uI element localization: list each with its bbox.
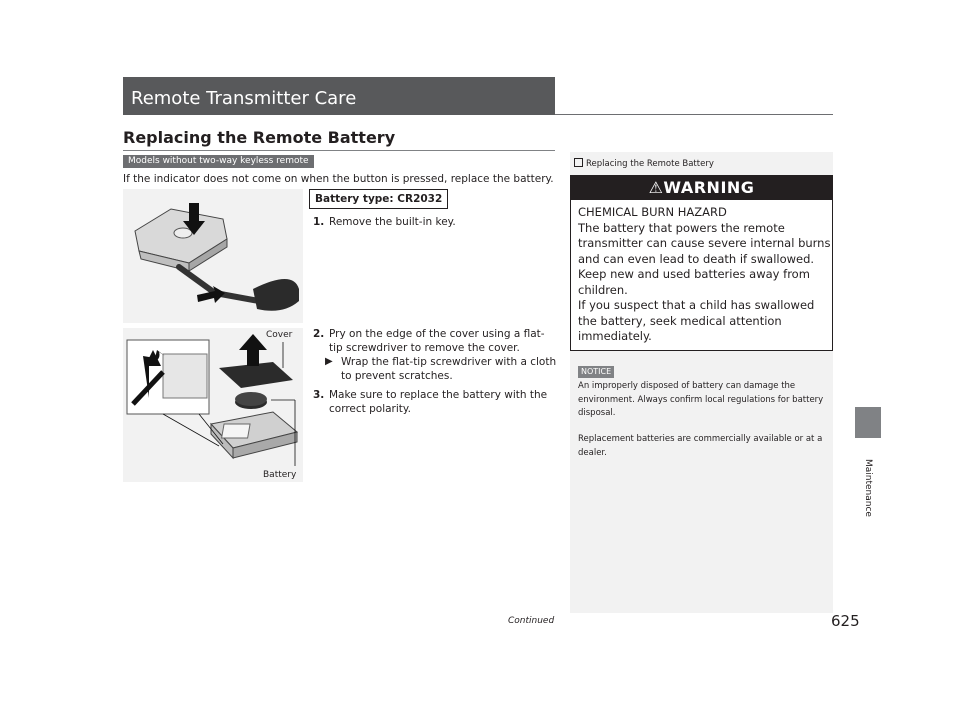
figure-key-removal	[123, 189, 303, 323]
step-2	[313, 327, 557, 383]
section-title: Remote Transmitter Care	[131, 88, 357, 109]
replacement-text: Replacement batteries are commercially available or at a dealer.	[578, 434, 823, 458]
figure-cover-removal	[123, 328, 303, 482]
cover-label: Cover	[266, 330, 293, 340]
continued-label: Continued	[508, 616, 555, 626]
step-text: Pry on the edge of the cover using a flat-tip screwdriver to remove the cover.	[329, 328, 545, 354]
up-arrow-icon	[239, 334, 267, 366]
warning-label-text: WARNING	[663, 178, 755, 197]
warning-triangle-icon: ⚠	[648, 178, 664, 197]
notice-text: An improperly disposed of battery can damage the environment. Always confirm local regulations for battery disposal.	[578, 381, 824, 418]
reference-icon	[574, 158, 583, 167]
remote-base	[211, 412, 297, 458]
warning-header	[571, 176, 832, 200]
chapter-label: Maintenance	[863, 459, 873, 517]
heading-rule	[123, 150, 555, 151]
step-text: Remove the built-in key.	[329, 216, 456, 228]
page-number: 625	[831, 612, 860, 630]
chapter-tab	[855, 407, 881, 438]
page-heading: Replacing the Remote Battery	[123, 128, 396, 147]
substep-text: Wrap the flat-tip screwdriver with a cloth to prevent scratches.	[341, 356, 557, 382]
step-number: 2.	[313, 328, 325, 340]
step-1	[313, 215, 557, 229]
coin-battery	[235, 392, 267, 409]
warning-text: CHEMICAL BURN HAZARD The battery that powers the remote transmitter can cause severe internal burns and can even lead to death if swallowed. Keep new and used batteries away from children. If you suspect that a child has swallowed the battery, seek medical attention immediately.	[578, 205, 831, 343]
battery-type-label: Battery type: CR2032	[309, 189, 448, 209]
inset-detail	[127, 340, 209, 414]
notice-badge: NOTICE	[578, 366, 614, 378]
remote-key-illustration	[123, 189, 303, 323]
cover-battery-illustration	[123, 328, 303, 482]
warning-label	[571, 176, 832, 200]
battery-label: Battery	[263, 470, 297, 480]
substep-arrow-icon: ▶	[325, 356, 333, 367]
intro-text: If the indicator does not come on when the button is pressed, replace the battery.	[123, 173, 554, 185]
section-rule	[555, 114, 833, 115]
step-number: 1.	[313, 216, 325, 228]
step-number: 3.	[313, 389, 325, 401]
step-text: Make sure to replace the battery with the correct polarity.	[329, 389, 548, 415]
side-reference-text: Replacing the Remote Battery	[586, 159, 714, 169]
model-tag: Models without two-way keyless remote	[123, 155, 314, 168]
key-blade	[179, 267, 299, 311]
side-reference	[574, 158, 714, 170]
remote-body	[135, 209, 227, 271]
step-3	[313, 388, 557, 416]
